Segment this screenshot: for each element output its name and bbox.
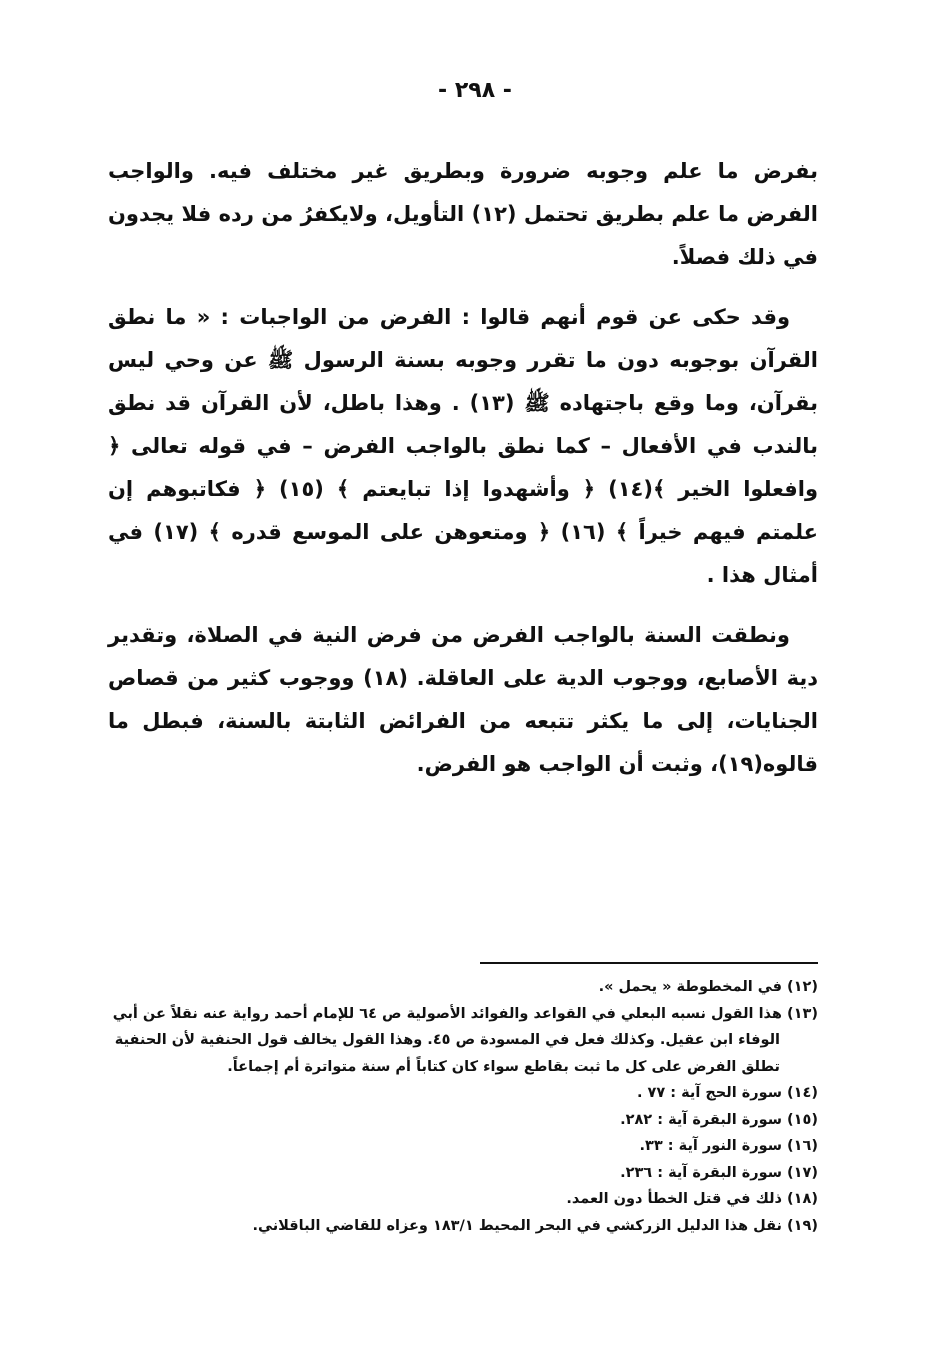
footnote-17: (١٧) سورة البقرة آية : ٢٣٦. bbox=[620, 1164, 818, 1181]
paragraph-1: بفرض ما علم وجوبه ضرورة وبطريق غير مختلف فيه. والواجب الفرض ما علم بطريق تحتمل (١٢) التأويل، ولايكفرُ من رده فلا يجدون في ذلك فصلاً. bbox=[108, 159, 818, 269]
footnote-16: (١٦) سورة النور آية : ٣٣. bbox=[639, 1138, 818, 1154]
footnote-15: (١٥) سورة البقرة آية : ٢٨٢. bbox=[620, 1111, 818, 1128]
footnote-12: (١٢) في المخطوطة « يحمل ». bbox=[598, 979, 818, 995]
footnote-18: (١٨) ذلك في قتل الخطأ دون العمد. bbox=[566, 1191, 818, 1207]
footnote-13: (١٣) هذا القول نسبه البعلي في القواعد والفوائد الأصولية ص ٦٤ للإمام أحمد رواية عنه نقلاً عن أبي الوفاء ابن عقيل. وكذلك فعل في المسودة ص ٤٥. وهذا القول يخالف قول الحنفية لأن الحنفية تطلق الفرض على كل ما ثبت بقاطع سواء كان كتاباً أم سنة متواترة أم إجماعاً. bbox=[112, 1005, 818, 1075]
paragraph-3: ونطقت السنة بالواجب الفرض من فرض النية في الصلاة، وتقدير دية الأصابع، ووجوب الدية على العاقلة. (١٨) ووجوب كثير من قصاص الجنايات، إلى ما يكثر تتبعه من الفرائض الثابتة بالسنة، فبطل ما قالوه(١٩)، وثبت أن الواجب هو الفرض. bbox=[108, 623, 819, 776]
footnote-19: (١٩) نقل هذا الدليل الزركشي في البحر المحيط ١٨٣/١ وعزاه للقاضي الباقلاني. bbox=[252, 1217, 818, 1234]
main-text bbox=[108, 150, 818, 803]
footnotes bbox=[106, 974, 818, 1239]
footnote-divider bbox=[480, 962, 818, 964]
page-number: - ٢٩٨ - bbox=[438, 78, 512, 103]
footnote-14: (١٤) سورة الحج آية : ٧٧ . bbox=[636, 1085, 818, 1101]
paragraph-2: وقد حكى عن قوم أنهم قالوا : الفرض من الواجبات : « ما نطق القرآن بوجوبه دون ما تقرر وجوبه بسنة الرسول ﷺ عن وحي ليس بقرآن، وما وقع باجتهاده ﷺ (١٣) . وهذا باطل، لأن القرآن قد نطق بالندب في الأفعال – كما نطق بالواجب الفرض – في قوله تعالى ﴿ وافعلوا الخير ﴾(١٤) ﴿ وأشهدوا إذا تبايعتم ﴾ (١٥) ﴿ فكاتبوهم إن علمتم فيهم خيراً ﴾ (١٦) ﴿ ومتعوهن على الموسع قدره ﴾ (١٧) في أمثال هذا . bbox=[108, 305, 818, 587]
